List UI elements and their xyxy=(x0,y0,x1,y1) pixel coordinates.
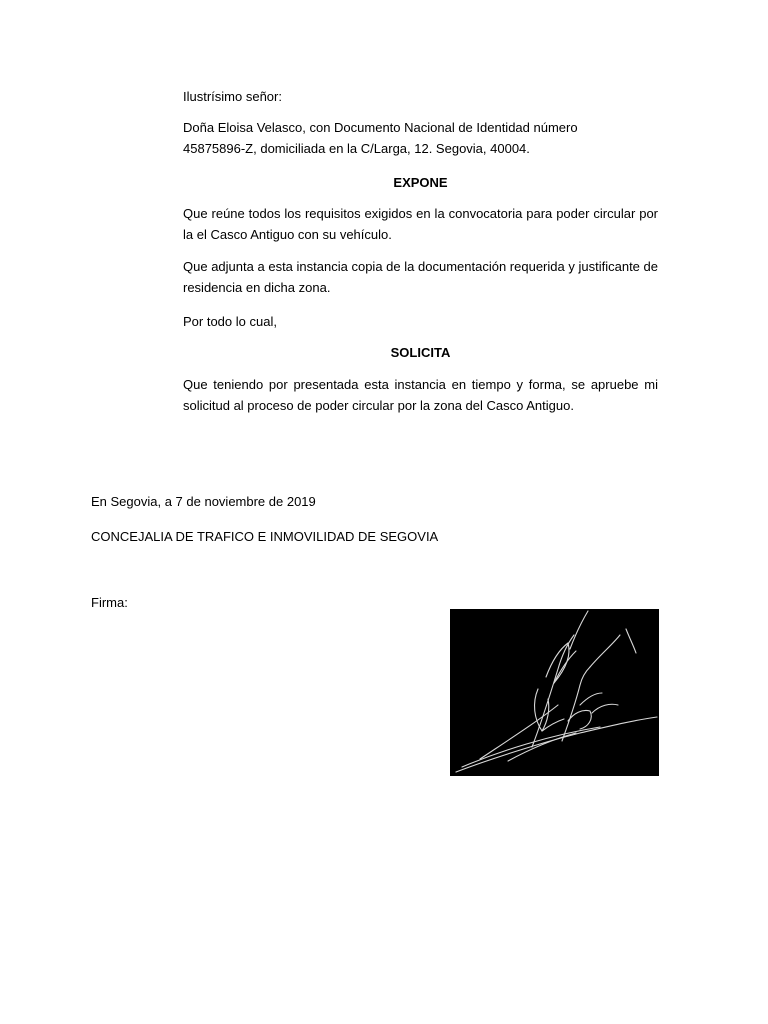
intro-paragraph xyxy=(183,117,658,159)
por-todo-line: Por todo lo cual, xyxy=(183,314,277,329)
expone-heading: EXPONE xyxy=(393,175,448,190)
signature-image xyxy=(450,609,659,776)
solicita-paragraph: Que teniendo por presentada esta instancia en tiempo y forma, se apruebe mi solicitud al proceso de poder circular por la zona del Casco Antiguo. xyxy=(183,377,658,413)
signature-scribble xyxy=(450,609,659,776)
expone-paragraph-1: Que reúne todos los requisitos exigidos en la convocatoria para poder circular por la el Casco Antiguo con su vehículo. xyxy=(183,206,658,242)
intro-line-1: Doña Eloisa Velasco, con Documento Nacional de Identidad número xyxy=(183,120,578,135)
place-date: En Segovia, a 7 de noviembre de 2019 xyxy=(91,494,316,509)
intro-line-2: 45875896-Z, domiciliada en la C/Larga, 12. Segovia, 40004. xyxy=(183,141,530,156)
firma-label: Firma: xyxy=(91,595,128,610)
expone-paragraph-2: Que adjunta a esta instancia copia de la documentación requerida y justificante de residencia en dicha zona. xyxy=(183,259,658,295)
salutation: Ilustrísimo señor: xyxy=(183,89,282,104)
solicita-heading: SOLICITA xyxy=(390,345,451,360)
recipient-line: CONCEJALIA DE TRAFICO E INMOVILIDAD DE SEGOVIA xyxy=(91,529,439,544)
